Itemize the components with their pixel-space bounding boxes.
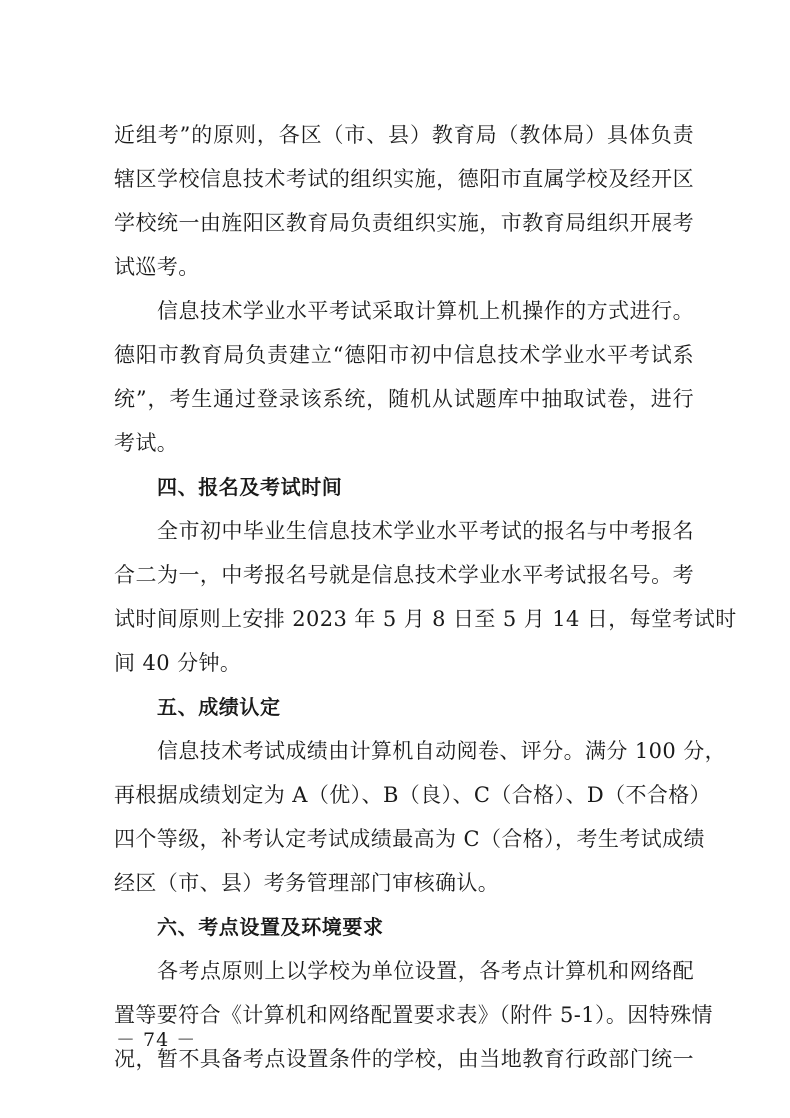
section-heading: 四、报名及考试时间 [157, 475, 343, 499]
body-text-line: 试巡考。 [114, 255, 200, 279]
body-text-line: 合二为一，中考报名号就是信息技术学业水平考试报名号。考 [114, 563, 694, 587]
section-heading: 五、成绩认定 [157, 695, 281, 719]
body-text-line: 统”，考生通过登录该系统，随机从试题库中抽取试卷，进行 [114, 387, 694, 411]
body-text-line: 各考点原则上以学校为单位设置，各考点计算机和网络配 [157, 959, 694, 983]
body-text-line: 辖区学校信息技术考试的组织实施，德阳市直属学校及经开区 [114, 167, 694, 191]
body-text-line: 全市初中毕业生信息技术学业水平考试的报名与中考报名 [157, 519, 694, 543]
body-text-line: 信息技术考试成绩由计算机自动阅卷、评分。满分 100 分， [157, 739, 727, 763]
page-number: － 74 － [116, 1029, 197, 1051]
body-text-line: 信息技术学业水平考试采取计算机上机操作的方式进行。 [157, 299, 694, 323]
body-text-line: 况，暂不具备考点设置条件的学校，由当地教育行政部门统一 [114, 1047, 694, 1071]
body-text-line: 置等要符合《计算机和网络配置要求表》（附件 5-1）。因特殊情 [114, 1003, 713, 1027]
body-text-line: 近组考”的原则，各区（市、县）教育局（教体局）具体负责 [114, 123, 694, 147]
body-text-line: 试时间原则上安排 2023 年 5 月 8 日至 5 月 14 日，每堂考试时 [114, 607, 737, 631]
body-text-line: 间 40 分钟。 [114, 651, 242, 675]
section-heading: 六、考点设置及环境要求 [157, 915, 384, 939]
body-text-line: 德阳市教育局负责建立“德阳市初中信息技术学业水平考试系 [114, 343, 694, 367]
body-text-line: 四个等级，补考认定考试成绩最高为 C（合格），考生考试成绩 [114, 827, 705, 851]
body-text-line: 再根据成绩划定为 A（优）、B（良）、C（合格）、D（不合格） [114, 783, 712, 807]
body-text-line: 考试。 [114, 431, 179, 455]
body-text-line: 经区（市、县）考务管理部门审核确认。 [114, 871, 500, 895]
body-text-line: 学校统一由旌阳区教育局负责组织实施，市教育局组织开展考 [114, 211, 694, 235]
